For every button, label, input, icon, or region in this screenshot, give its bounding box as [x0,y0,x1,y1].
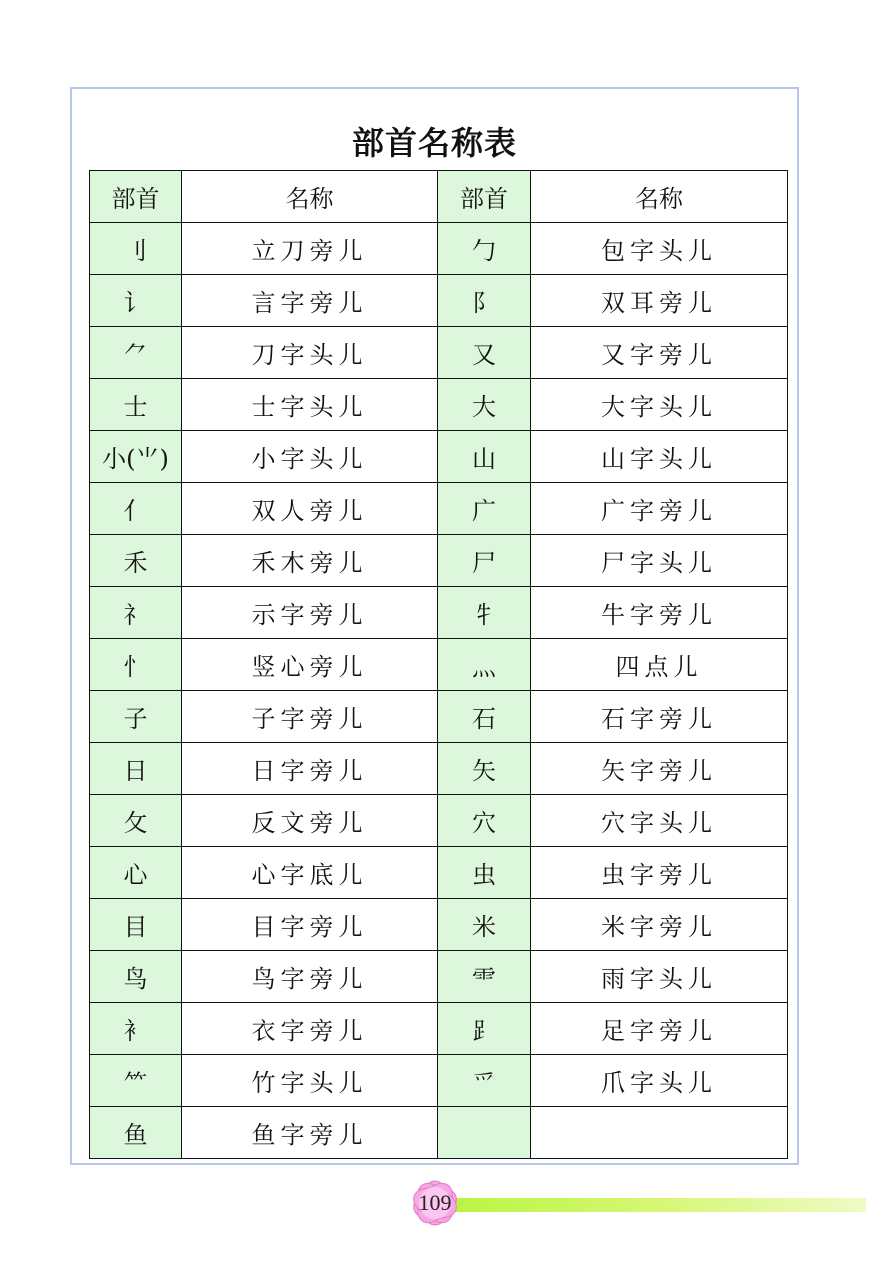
radical-cell-left: 子 [90,691,182,743]
name-cell-left: 反文旁儿 [182,795,438,847]
footer-bar [440,1198,866,1212]
name-cell-left: 立刀旁儿 [182,223,438,275]
name-cell-right: 穴字头儿 [531,795,788,847]
name-cell-right [531,1107,788,1159]
table-row [90,847,788,899]
radical-cell-right: 牜 [438,587,531,639]
radical-cell-right: 米 [438,899,531,951]
radical-cell-right: 勹 [438,223,531,275]
name-cell-left: 小字头儿 [182,431,438,483]
radical-cell-left: 讠 [90,275,182,327]
table-row [90,327,788,379]
name-cell-right: 大字头儿 [531,379,788,431]
name-cell-right: 广字旁儿 [531,483,788,535]
table-row [90,1003,788,1055]
radical-cell-left: 鸟 [90,951,182,1003]
radical-cell-right: 爫 [438,1055,531,1107]
table-row [90,743,788,795]
name-cell-left: 日字旁儿 [182,743,438,795]
radical-cell-left: 士 [90,379,182,431]
name-cell-left: 双人旁儿 [182,483,438,535]
radical-cell-right: 矢 [438,743,531,795]
name-cell-right: 足字旁儿 [531,1003,788,1055]
radical-cell-right: 阝 [438,275,531,327]
radical-cell-right: 又 [438,327,531,379]
header-name-right: 名称 [531,171,788,223]
radical-cell-left: 刂 [90,223,182,275]
name-cell-left: 竹字头儿 [182,1055,438,1107]
name-cell-left: 士字头儿 [182,379,438,431]
name-cell-right: 牛字旁儿 [531,587,788,639]
radical-cell-right: 山 [438,431,531,483]
radical-cell-right: 尸 [438,535,531,587]
name-cell-left: 禾木旁儿 [182,535,438,587]
name-cell-left: 目字旁儿 [182,899,438,951]
radical-cell-left: 目 [90,899,182,951]
radical-cell-left: 鱼 [90,1107,182,1159]
name-cell-left: 示字旁儿 [182,587,438,639]
table-row [90,483,788,535]
name-cell-left: 鸟字旁儿 [182,951,438,1003]
name-cell-right: 又字旁儿 [531,327,788,379]
table-header-row [90,171,788,223]
radical-cell-left: 攵 [90,795,182,847]
table-row [90,223,788,275]
header-radical-right: 部首 [438,171,531,223]
table-row [90,1107,788,1159]
radical-cell-right: 广 [438,483,531,535]
table-row [90,275,788,327]
name-cell-left: 刀字头儿 [182,327,438,379]
radical-cell-left: 衤 [90,1003,182,1055]
page-title: 部首名称表 [351,124,517,162]
name-cell-left: 子字旁儿 [182,691,438,743]
radical-cell-left: 忄 [90,639,182,691]
table-row [90,535,788,587]
table-row [90,691,788,743]
name-cell-right: 尸字头儿 [531,535,788,587]
table-body [90,223,788,1159]
name-cell-right: 包字头儿 [531,223,788,275]
radical-cell-right: ⻗ [438,951,531,1003]
name-cell-left: 竖心旁儿 [182,639,438,691]
table-row [90,795,788,847]
radical-cell-left: 日 [90,743,182,795]
radical-cell-right: 石 [438,691,531,743]
radical-cell-right: ⻊ [438,1003,531,1055]
radical-cell-left: 禾 [90,535,182,587]
radical-cell-left: 心 [90,847,182,899]
radical-cell-left: ⺮ [90,1055,182,1107]
table-row [90,1055,788,1107]
table-row [90,639,788,691]
name-cell-left: 鱼字旁儿 [182,1107,438,1159]
name-cell-right: 双耳旁儿 [531,275,788,327]
radical-cell-left: 小(⺌) [90,431,182,483]
table-row [90,951,788,1003]
radical-name-table [89,170,788,1159]
header-name-left: 名称 [182,171,438,223]
name-cell-left: 衣字旁儿 [182,1003,438,1055]
name-cell-right: 山字头儿 [531,431,788,483]
radical-cell-right: 虫 [438,847,531,899]
table-row [90,587,788,639]
name-cell-left: 言字旁儿 [182,275,438,327]
header-radical-left: 部首 [90,171,182,223]
name-cell-right: 米字旁儿 [531,899,788,951]
name-cell-right: 矢字旁儿 [531,743,788,795]
radical-cell-left: 亻 [90,483,182,535]
name-cell-right: 爪字头儿 [531,1055,788,1107]
name-cell-right: 四点儿 [531,639,788,691]
table-row [90,431,788,483]
name-cell-right: 雨字头儿 [531,951,788,1003]
radical-cell-left: ⺈ [90,327,182,379]
name-cell-right: 虫字旁儿 [531,847,788,899]
page-number: 109 [418,1190,452,1215]
radical-cell-right: 大 [438,379,531,431]
radical-cell-right: 穴 [438,795,531,847]
radical-cell-right [438,1107,531,1159]
radical-cell-right: 灬 [438,639,531,691]
radical-cell-left: 礻 [90,587,182,639]
name-cell-right: 石字旁儿 [531,691,788,743]
name-cell-left: 心字底儿 [182,847,438,899]
table-row [90,899,788,951]
table-row [90,379,788,431]
